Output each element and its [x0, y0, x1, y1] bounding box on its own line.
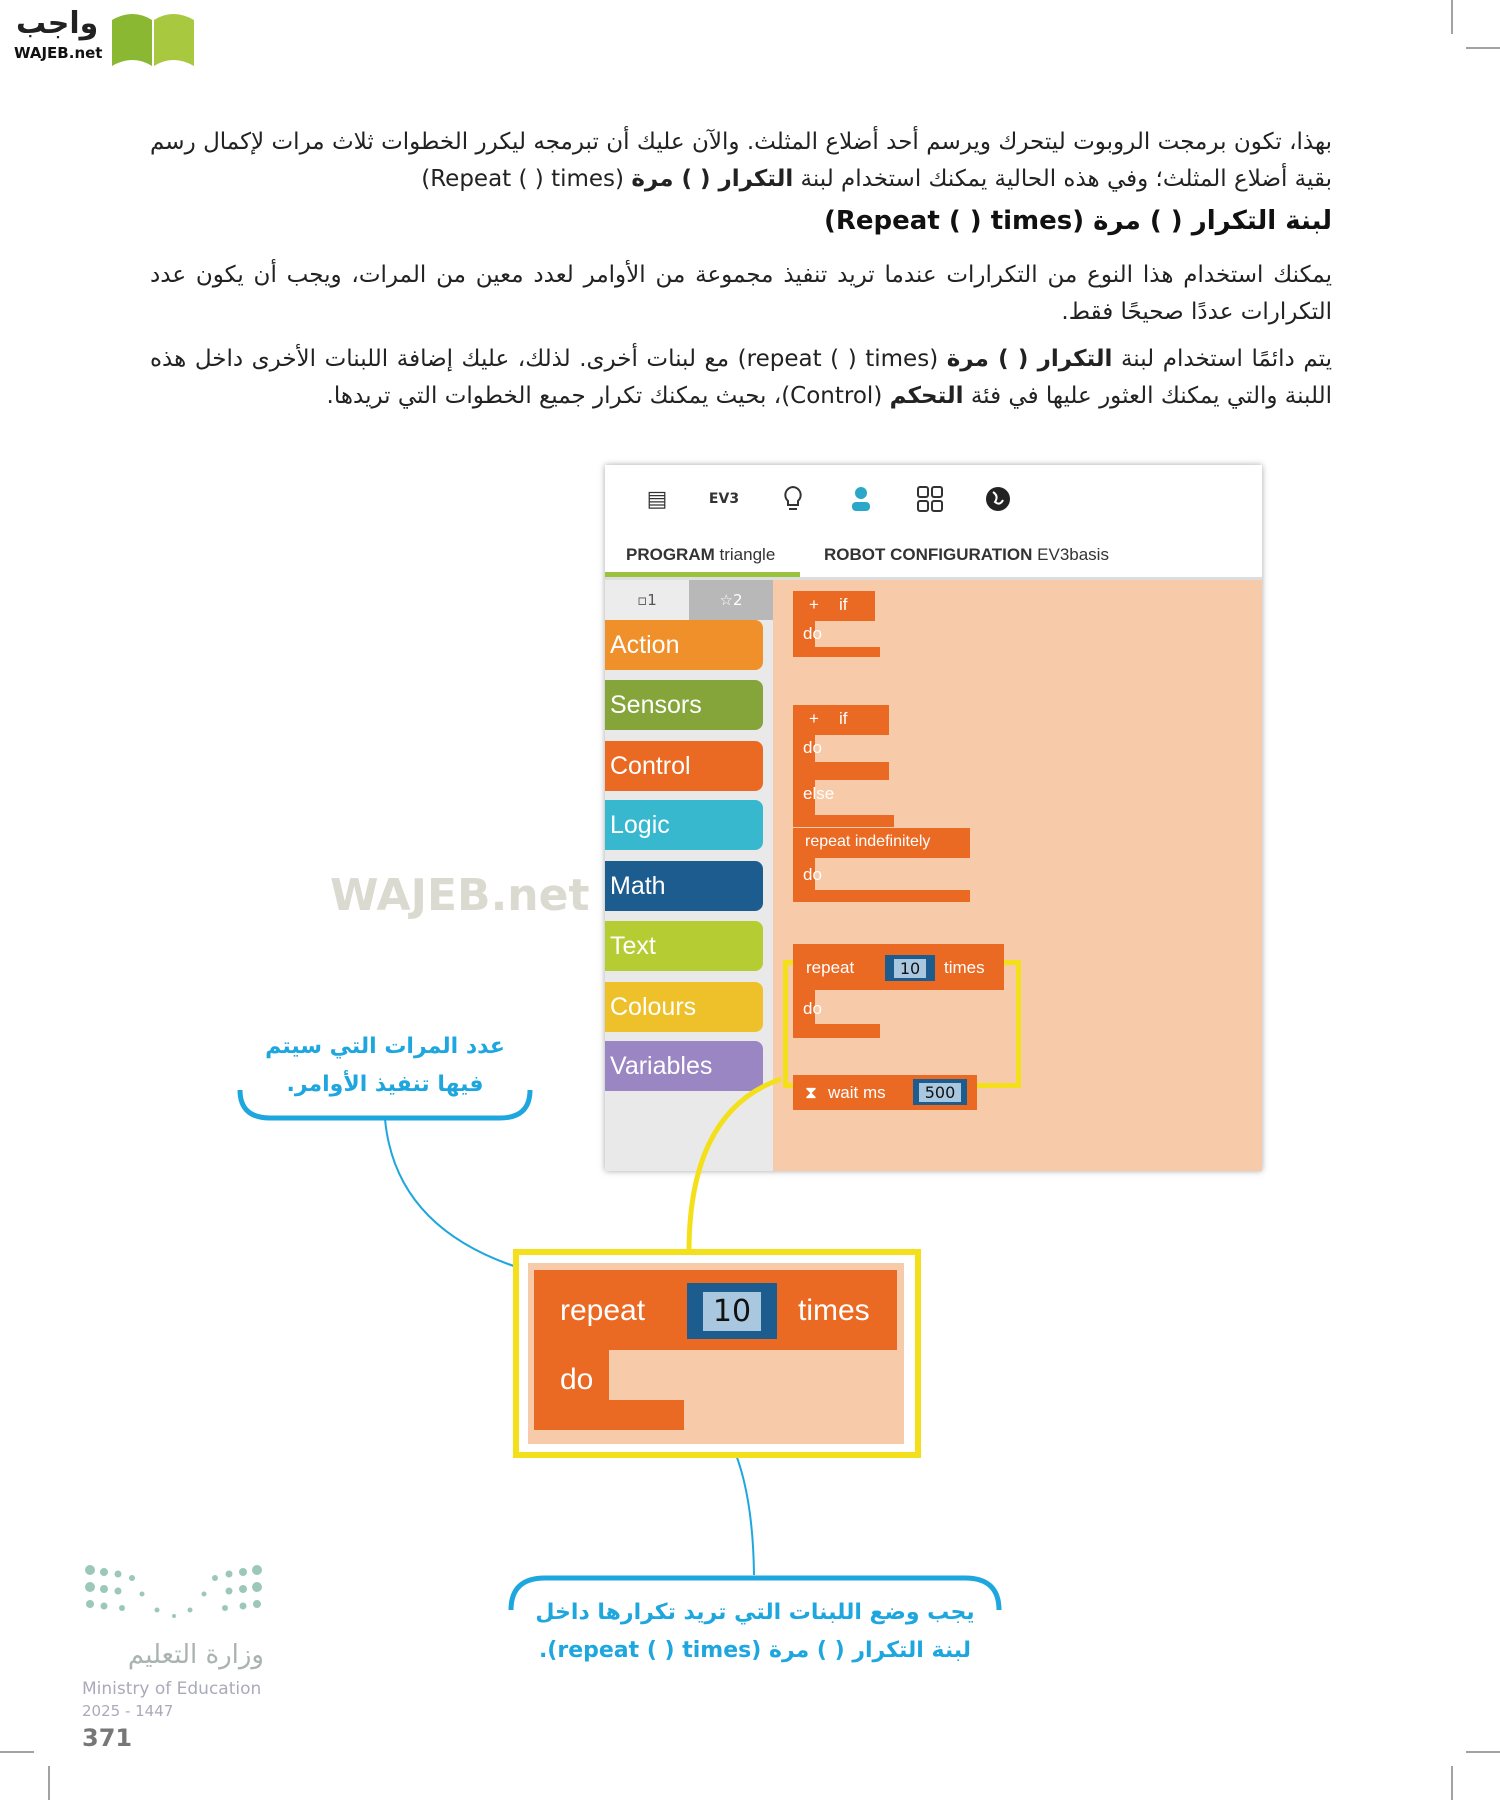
zoomed-repeat-frame	[513, 1249, 921, 1458]
category-text[interactable]: Text	[605, 921, 763, 971]
globe-icon[interactable]	[978, 479, 1018, 519]
description-paragraph: يمكنك استخدام هذا النوع من التكرارات عندما تريد تنفيذ مجموعة من الأوامر لعدد معين من المرات، ويجب أن يكون عدد التكرارات عددًا صحيحًا فقط.	[150, 262, 1332, 325]
lightbulb-icon[interactable]	[773, 479, 813, 519]
do-label: do	[803, 865, 822, 884]
wait-value-input[interactable]: 500	[913, 1079, 967, 1105]
document-icon[interactable]: ▤	[646, 486, 668, 512]
callout-inside-blocks: يجب وضع اللبنات التي تريد تكرارها داخل لبنة التكرار ( ) مرة (repeat ( ) times).	[535, 1600, 975, 1663]
open-roberta-window	[605, 465, 1262, 1171]
if-label: if	[839, 595, 848, 614]
ev3-icon[interactable]: EV3	[708, 491, 740, 507]
repeat-indefinitely-label: repeat indefinitely	[805, 833, 931, 850]
ministry-english: Ministry of Education	[82, 1679, 262, 1699]
category-math[interactable]: Math	[605, 861, 763, 911]
wait-label: wait ms	[828, 1083, 886, 1102]
page-number: 371	[82, 1724, 133, 1752]
blocks-flyout	[773, 580, 1262, 1171]
else-label: else	[803, 784, 835, 803]
ministry-arabic: وزارة التعليم	[127, 1640, 264, 1670]
category-sensors[interactable]: Sensors	[605, 680, 763, 730]
logo-latin: WAJEB.net	[14, 44, 103, 62]
logo-arabic: واجب	[16, 6, 99, 41]
category-control[interactable]: Control	[605, 741, 763, 791]
do-label: do	[803, 624, 822, 643]
sidebar-tab-1[interactable]: ▫1	[605, 580, 689, 620]
ministry-dots-icon	[82, 1562, 272, 1622]
do-label: do	[803, 738, 822, 757]
sidebar-tab-2[interactable]: ☆2	[689, 580, 773, 620]
repeat-count-input[interactable]: 10	[885, 955, 935, 981]
section-heading: لبنة التكرار ( ) مرة (Repeat ( ) times)	[824, 206, 1332, 236]
if-label: if	[839, 709, 848, 728]
category-colours[interactable]: Colours	[605, 982, 763, 1032]
tab-robot-configuration[interactable]: ROBOT CONFIGURATION EV3basis	[824, 545, 1109, 564]
category-variables[interactable]: Variables	[605, 1041, 763, 1091]
do-label: do	[803, 999, 822, 1018]
plus-icon[interactable]: +	[809, 709, 819, 728]
user-icon[interactable]	[841, 479, 881, 519]
category-action[interactable]: Action	[605, 620, 763, 670]
tab-program[interactable]: PROGRAM triangle	[626, 545, 776, 564]
zoomed-do-label: do	[560, 1363, 594, 1396]
usage-paragraph: يتم دائمًا استخدام لبنة التكرار ( ) مرة (repeat ( ) times) مع لبنات أخرى. لذلك، عليك إضافة اللبنات الأخرى داخل هذه اللبنة والتي يمكنك العثور عليها في فئة التحكم (Control)، بحيث يمكنك تكرار جميع الخطوات التي تريدها.	[150, 346, 1333, 409]
block-category-sidebar	[605, 580, 773, 1171]
ministry-of-education-logo	[82, 1562, 272, 1762]
repeat-label: repeat	[806, 958, 855, 977]
callout-repeat-count: عدد المرات التي سيتم فيها تنفيذ الأوامر.	[265, 1034, 505, 1097]
zoomed-times-label: times	[798, 1294, 870, 1327]
grid-icon[interactable]	[910, 479, 950, 519]
ministry-year: 2025 - 1447	[82, 1702, 174, 1720]
book-icon	[108, 6, 198, 68]
plus-icon[interactable]: +	[809, 595, 819, 614]
wajeb-logo	[10, 6, 190, 66]
intro-paragraph: بهذا، تكون برمجت الروبوت ليتحرك ويرسم أحد أضلاع المثلث. والآن عليك أن تبرمجه ليكرر الخطوات ثلاث مرات لإكمال رسم بقية أضلاع المثلث؛ وفي هذه الحالية يمكنك استخدام لبنة التكرار ( ) مرة (Repeat ( ) times)	[150, 129, 1332, 192]
watermark: WAJEB.net	[330, 870, 590, 921]
zoomed-repeat-label: repeat	[560, 1294, 646, 1327]
category-logic[interactable]: Logic	[605, 800, 763, 850]
zoomed-count-input: 10	[687, 1283, 777, 1339]
hourglass-icon: ⧗	[805, 1083, 817, 1102]
times-label: times	[944, 958, 985, 977]
